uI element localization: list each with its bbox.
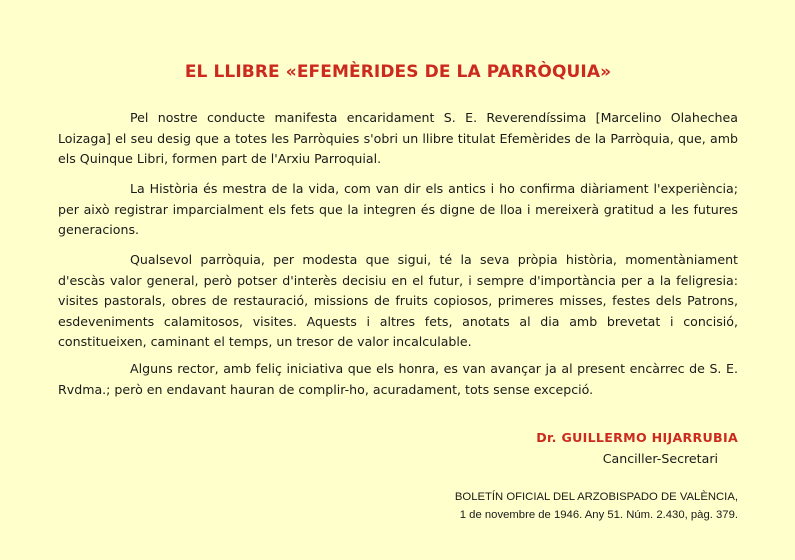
source-citation <box>455 488 738 524</box>
document-page <box>58 0 738 560</box>
document-title: EL LLIBRE «EFEMÈRIDES DE LA PARRÒQUIA» <box>184 62 612 82</box>
source-line-1: BOLETÍN OFICIAL DEL ARZOBISPADO DE VALÈNCIA, <box>454 491 738 503</box>
signature-role: Canciller-Secretari <box>602 451 718 466</box>
paragraph-2: La Història és mestra de la vida, com van dir els antics i ho confirma diàriament l'experiència; per això registrar imparcialment els fets que la integren és digne de lloa i mereixerà gratitud a les futures generacions. <box>58 181 738 237</box>
signature-name: Dr. GUILLERMO HIJARRUBIA <box>536 430 738 445</box>
paragraph-3: Qualsevol parròquia, per modesta que sigui, té la seva pròpia història, momentàniament d'escàs valor general, però potser d'interès decisiu en el futur, i sempre d'importància per a la feligresia: visites pastorals, obres de restauració, missions de fruits copiosos, primeres misses, festes dels Patrons, esdeveniments calamitosos, visites. Aquests i altres fets, anotats al dia amb brevetat i concisió, constitueixen, caminant el temps, un tresor de valor incalculable. <box>58 252 738 349</box>
paragraph-1: Pel nostre conducte manifesta encaridament S. E. Reverendíssima [Marcelino Olahechea Loizaga] el seu desig que a totes les Parròquies s'obri un llibre titulat Efemèrides de la Parròquia, que, amb els Quinque Libri, formen part de l'Arxiu Parroquial. <box>58 110 738 166</box>
source-line-2: 1 de novembre de 1946. Any 51. Núm. 2.430, pàg. 379. <box>459 509 738 521</box>
paragraph-4: Alguns rector, amb feliç iniciativa que els honra, es van avançar ja al present encàrrec de S. E. Rvdma.; però en endavant hauran de complir-ho, acuradament, tots sense excepció. <box>58 361 738 397</box>
